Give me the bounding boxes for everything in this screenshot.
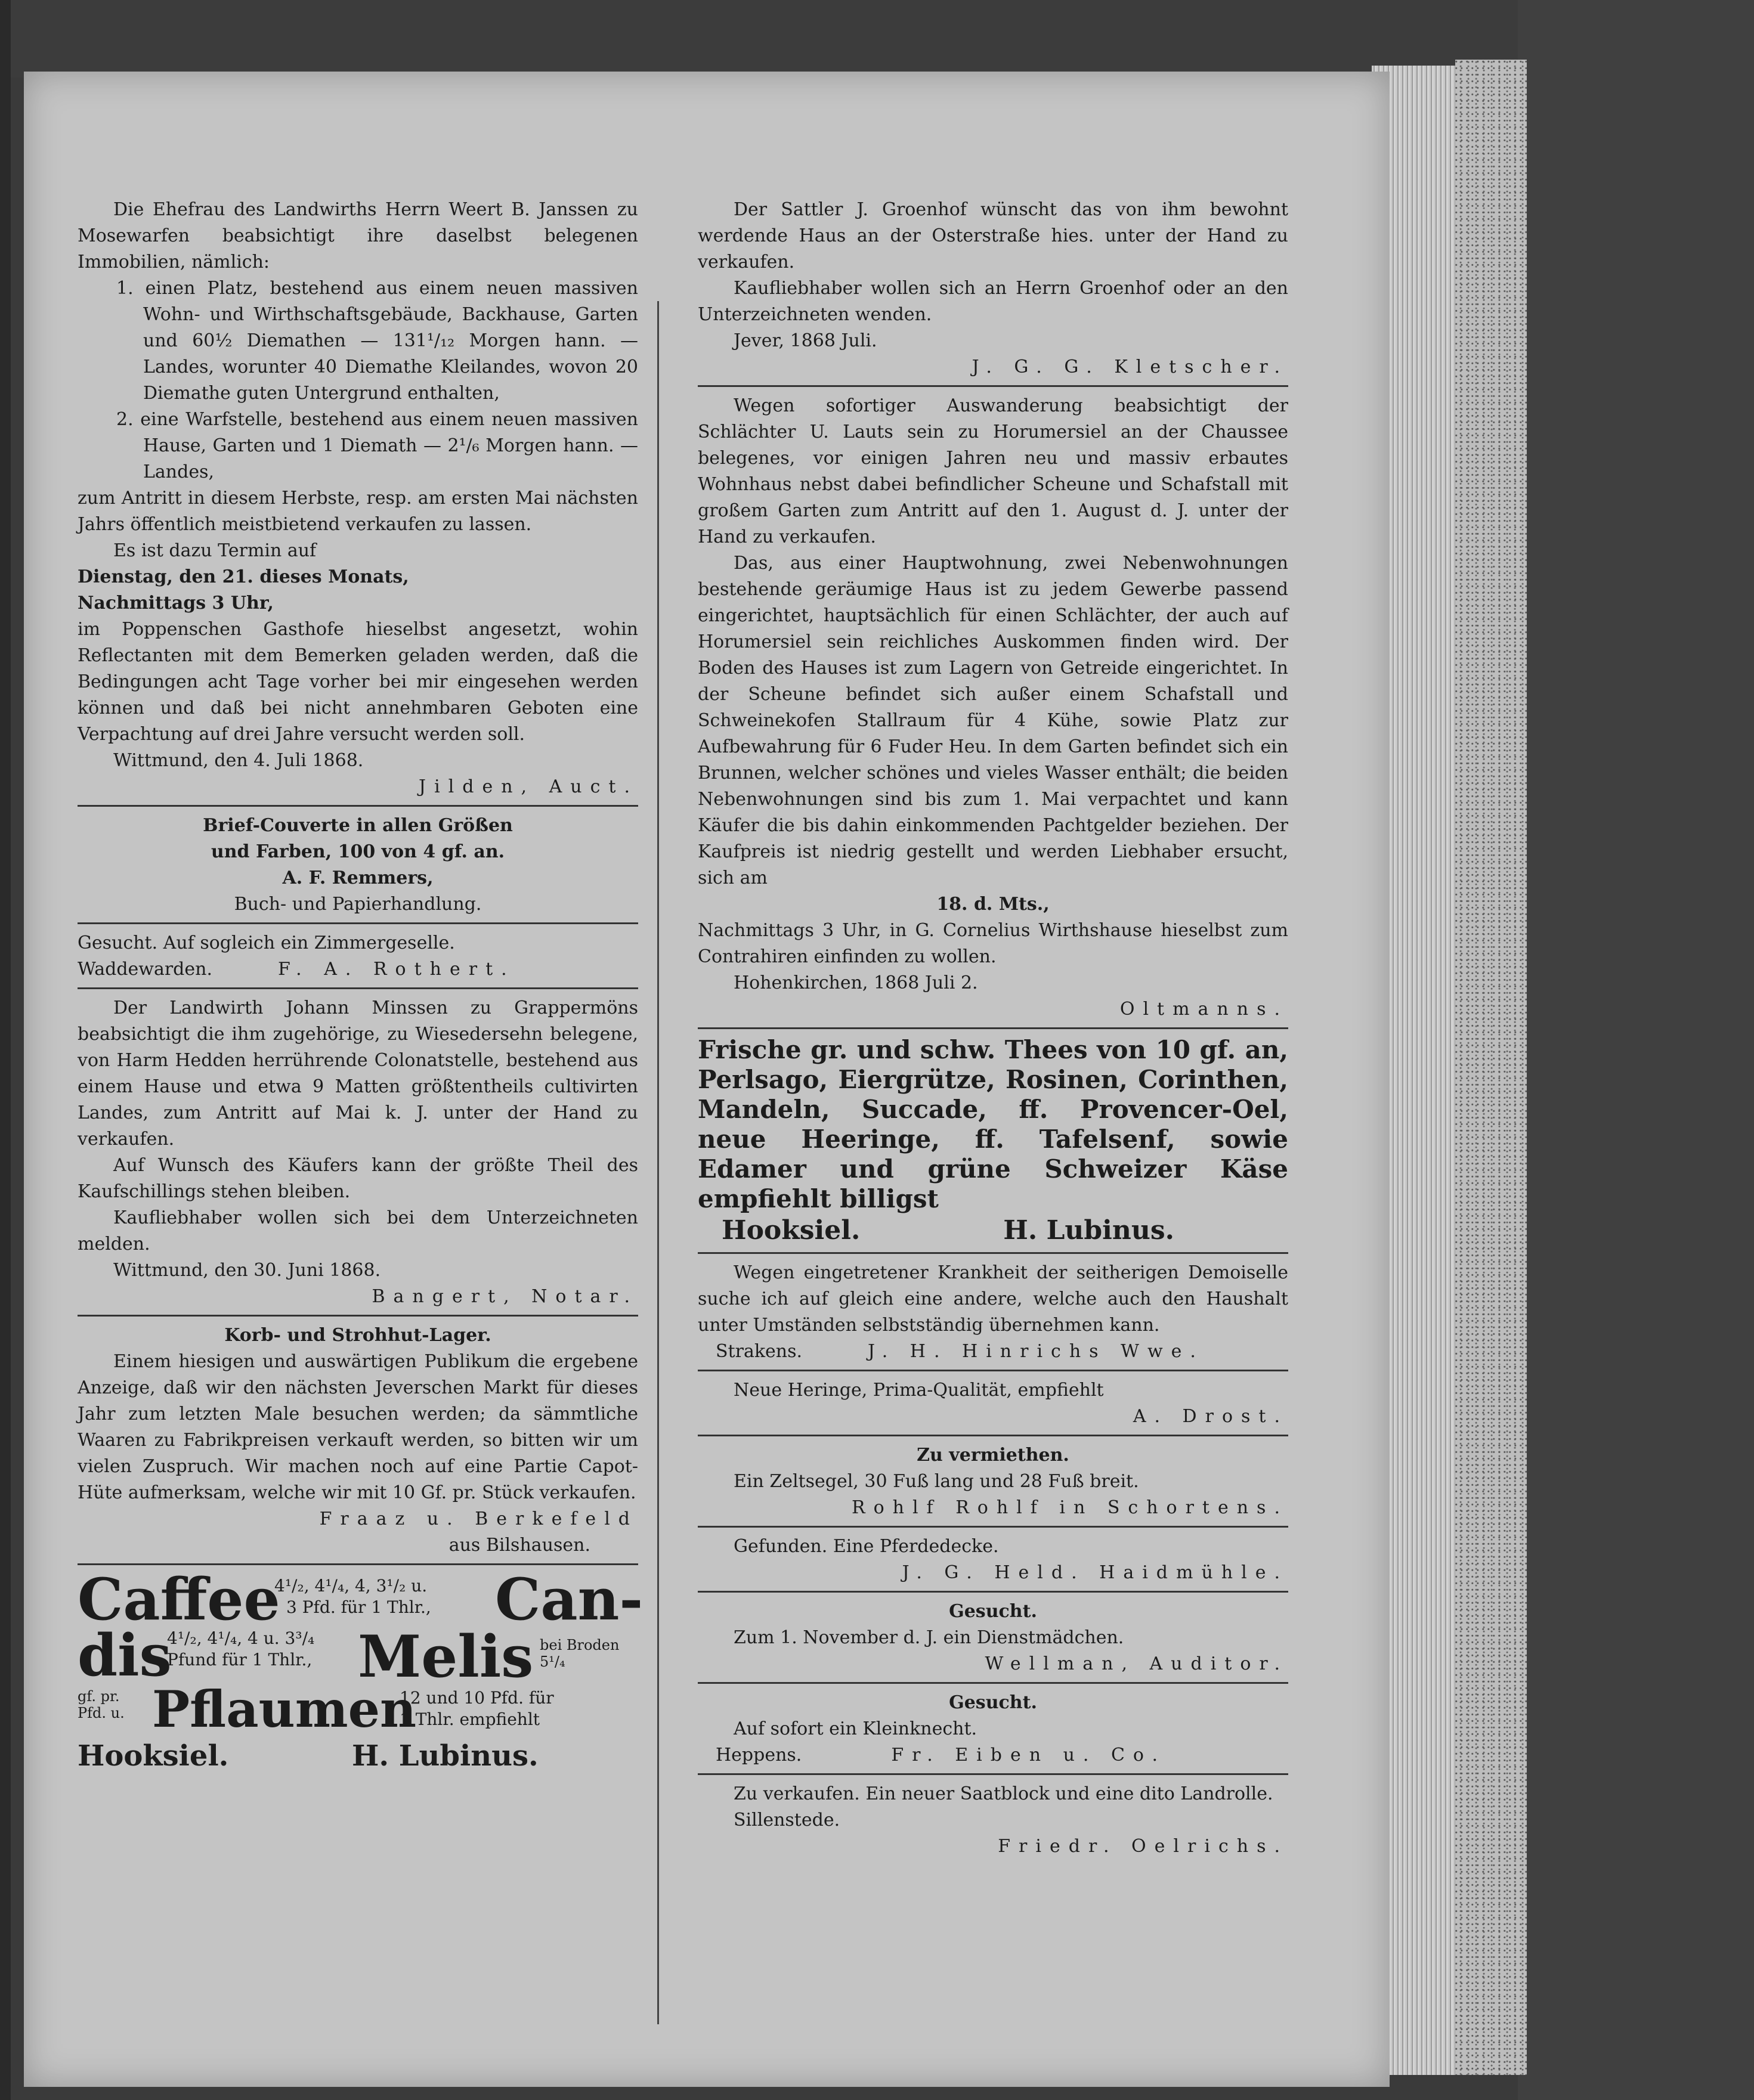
ad-signature: A. Drost. (1133, 1406, 1288, 1427)
ad-item-2: 2. eine Warfstelle, bestehend aus einem neuen massiven Hause, Garten und 1 Diemath — 2¹/₆ Morgen hann. — Landes, (116, 409, 638, 482)
ad-footer (698, 1214, 1288, 1247)
ad-body: Wegen eingetretener Krankheit der seitherigen Demoiselle suche ich auf gleich eine andere, welche auch den Haushalt unter Umständen selbstständig übernehmen kann. (698, 1262, 1288, 1336)
ad-body-2: im Poppenschen Gasthofe hieselbst angesetzt, wohin Reflectanten mit dem Bemerken geladen werden, daß die Bedingungen acht Tage vorher bei mir eingesehen werden können und daß bei nicht annehmbaren Geboten eine Verpachtung auf drei Jahre versucht werden soll. (78, 619, 638, 745)
ad-gesucht-dienstmaedchen (698, 1599, 1288, 1677)
left-column (78, 197, 644, 1786)
ad-signature: Bangert, Notar. (372, 1286, 638, 1307)
separator-rule (698, 1027, 1288, 1029)
separator-rule (78, 1315, 638, 1317)
ad-dis-price-2: Pfund für 1 Thlr., (167, 1650, 313, 1670)
ad-caffee-candis (78, 1566, 644, 1786)
ad-text: Frische gr. und schw. Thees von 10 gf. an, Perlsago, Eiergrütze, Rosinen, Corinthen, Mandeln, Succade, ff. Provencer-Oel, neue Heeringe, ff. Tafelsenf, sowie Edamer und grüne Schweizer Käse empfiehlt billigst (698, 1035, 1288, 1213)
ad-signature: Fraaz u. Berkefeld (319, 1509, 638, 1529)
ad-caffee-price-2: 3 Pfd. für 1 Thlr., (286, 1597, 431, 1617)
ad-signature: J. H. Hinrichs Wwe. (868, 1341, 1204, 1362)
ad-p1: Wegen sofortiger Auswanderung beabsichtigt der Schlächter U. Lauts sein zu Horumersiel an der Chaussee belegenes, vor einigen Jahren neu und massiv erbautes Wohnhaus nebst dabei befindlicher Scheune und Schafstall mit großem Garten zum Antritt auf den 1. August d. J. unter der Hand zu verkaufen. (698, 395, 1288, 547)
separator-rule (698, 1252, 1288, 1254)
ad-date-line-1: Dienstag, den 21. dieses Monats, (78, 566, 409, 587)
ad-title: Gesucht. (949, 1692, 1037, 1713)
ad-title: Gesucht. (949, 1601, 1037, 1622)
ad-name: A. F. Remmers, (282, 868, 434, 888)
ad-place: Strakens. (716, 1341, 803, 1362)
separator-rule (78, 1563, 638, 1565)
ad-immobilien-janssen (78, 197, 638, 800)
ad-signature: Friedr. Oelrichs. (998, 1836, 1288, 1857)
separator-rule (698, 1435, 1288, 1436)
ad-p2: Auf Wunsch des Käufers kann der größte Theil des Kaufschillings stehen bleiben. (78, 1155, 638, 1202)
ad-date: 18. d. Mts., (936, 894, 1050, 915)
ad-gesucht-kleinknecht (698, 1690, 1288, 1768)
ad-headline-2: und Farben, 100 von 4 gf. an. (211, 841, 505, 862)
ad-body: Der Sattler J. Groenhof wünscht das von ihm bewohnt werdende Haus an der Osterstraße hies. unter der Hand zu verkaufen. (698, 199, 1288, 272)
ad-text: Gesucht. Auf sogleich ein Zimmergeselle. (78, 933, 455, 953)
ad-sattler-groenhof (698, 197, 1288, 380)
ad-title: Korb- und Strohhut-Lager. (224, 1325, 491, 1346)
ad-place: Jever, 1868 Juli. (734, 330, 877, 351)
right-column (698, 197, 1288, 1860)
separator-rule (698, 1526, 1288, 1528)
ad-item-1: 1. einen Platz, bestehend aus einem neuen massiven Wohn- und Wirthschaftsgebäude, Backhause, Garten und 60½ Diemathen — 131¹/₁₂ Morgen hann. — Landes, worunter 40 Diemathe Kleilandes, wovon 20 Diemathe guten Untergrund enthalten, (116, 278, 638, 404)
ad-demoiselle-hinrichs (698, 1260, 1288, 1365)
separator-rule (698, 385, 1288, 387)
ad-auswanderung-lauts (698, 393, 1288, 1023)
separator-rule (698, 1370, 1288, 1371)
ad-body-2: Kaufliebhaber wollen sich an Herrn Groenhof oder an den Unterzeichneten wenden. (698, 278, 1288, 325)
ad-brief-couverte (78, 813, 638, 918)
ad-gefunden (698, 1534, 1288, 1586)
ad-p3: Kaufliebhaber wollen sich bei dem Unterzeichneten melden. (78, 1207, 638, 1255)
ad-place: Heppens. (716, 1745, 802, 1766)
ad-from: aus Bilshausen. (448, 1535, 590, 1556)
ad-place: Wittmund, den 30. Juni 1868. (113, 1260, 381, 1281)
ad-place: Wittmund, den 4. Juli 1868. (113, 750, 364, 771)
ad-word-melis: Melis (358, 1623, 534, 1690)
ad-melis-price: bei Broden 5¹/₄ (540, 1637, 620, 1670)
ad-sub: Buch- und Papierhandlung. (234, 894, 482, 915)
ad-text: Neue Heringe, Prima-Qualität, empfiehlt (734, 1380, 1104, 1401)
ad-word-pflaumen: Pflaumen (152, 1680, 417, 1739)
ad-signature: H. Lubinus. (1003, 1215, 1174, 1246)
ad-termin: Es ist dazu Termin auf (113, 540, 317, 561)
ad-word-can: Can- (495, 1566, 644, 1633)
ad-text: Auf sofort ein Kleinknecht. (734, 1718, 977, 1739)
ad-thees-lubinus (698, 1035, 1288, 1247)
ad-dis-price: 4¹/₂, 4¹/₄, 4 u. 3³/₄ (167, 1628, 315, 1648)
ad-body: Einem hiesigen und auswärtigen Publikum die ergebene Anzeige, daß wir den nächsten Jeverschen Markt für dieses Jahr zum letzten Male besuchen werden; da sämmtliche Waaren zu Fabrikpreisen verkauft werden, so bitten wir um vielen Zuspruch. Wir machen noch auf eine Partie Capot-Hüte aufmerksam, welche wir mit 10 Gf. pr. Stück verkaufen. (78, 1351, 638, 1503)
ad-word-caffee: Caffee (78, 1566, 280, 1633)
ad-body: zum Antritt in diesem Herbste, resp. am ersten Mai nächsten Jahrs öffentlich meistbietend verkaufen zu lassen. (78, 488, 638, 535)
ad-place: Sillenstede. (734, 1810, 840, 1830)
ad-headline-1: Brief-Couverte in allen Größen (203, 815, 513, 836)
separator-rule (698, 1773, 1288, 1775)
ad-text: Ein Zeltsegel, 30 Fuß lang und 28 Fuß breit. (734, 1471, 1139, 1492)
ad-intro: Die Ehefrau des Landwirths Herrn Weert B. Janssen zu Mosewarfen beabsichtigt ihre daselbst belegenen Immobilien, nämlich: (78, 199, 638, 272)
ad-place: Hohenkirchen, 1868 Juli 2. (734, 972, 978, 993)
ad-signature: J. G. G. Kletscher. (972, 357, 1288, 377)
ad-gesucht-zimmergeselle (78, 930, 638, 983)
ad-word-dis: dis (78, 1622, 172, 1689)
newspaper-page (24, 72, 1390, 2087)
ad-colonatstelle-minssen (78, 995, 638, 1310)
ad-footer (698, 1339, 1288, 1365)
ad-footer (698, 1742, 1288, 1768)
ad-signature: H. Lubinus. (352, 1739, 539, 1773)
ad-zu-verkaufen (698, 1781, 1288, 1860)
ad-zu-vermiethen (698, 1442, 1288, 1521)
separator-rule (698, 1682, 1288, 1684)
ad-signature: J. G. Held. Haidmühle. (902, 1562, 1288, 1583)
ad-title: Zu vermiethen. (917, 1445, 1069, 1466)
ad-p3: Nachmittags 3 Uhr, in G. Cornelius Wirthshause hieselbst zum Contrahiren einfinden zu wollen. (698, 920, 1288, 967)
ad-text: Zum 1. November d. J. ein Dienstmädchen. (734, 1627, 1124, 1648)
background-right (1518, 0, 1754, 2100)
ad-signature: F. A. Rothert. (278, 959, 515, 980)
separator-rule (698, 1591, 1288, 1593)
ad-place: Waddewarden. F. A. Rothert. (78, 959, 515, 980)
separator-rule (78, 805, 638, 807)
ad-gf-label: gf. pr. Pfd. u. (78, 1688, 125, 1721)
ad-pflaumen-price: 12 und 10 Pfd. für (400, 1688, 554, 1708)
ad-neue-heringe (698, 1377, 1288, 1430)
ad-signature: Rohlf Rohlf in Schortens. (851, 1497, 1288, 1518)
ad-place: Hooksiel. (722, 1215, 861, 1246)
ad-signature: Jilden, Auct. (419, 776, 638, 797)
ad-p1: Der Landwirth Johann Minssen zu Grappermöns beabsichtigt die ihm zugehörige, zu Wiesedersehn belegene, von Harm Hedden herrührende Colonatstelle, bestehend aus einem Hause und etwa 9 Matten größtentheils cultivirten Landes, zum Antritt auf Mai k. J. unter der Hand zu verkaufen. (78, 998, 638, 1150)
column-divider (657, 301, 659, 2024)
ad-date-line-2: Nachmittags 3 Uhr, (78, 593, 274, 614)
ad-p2: Das, aus einer Hauptwohnung, zwei Nebenwohnungen bestehende geräumige Haus ist zu jedem Gewerbe passend eingerichtet, hauptsächlich für einen Schlächter, der auch auf Horumersiel sein reichliches Auskommen finden wird. Der Boden des Hauses ist zum Lagern von Getreide eingerichtet. In der Scheune befindet sich außer einem Schafstall und Schweinekofen Stallraum für 4 Kühe, sowie Platz zur Aufbewahrung für 6 Fuder Heu. In dem Garten befindet sich ein Brunnen, welcher schönes und vieles Wasser enthält; die beiden Nebenwohnungen sind bis zum 1. Mai verpachtet und kann Käufer die bis dahin einkommenden Pachtgelder beziehen. Der Kaufpreis ist niedrig gestellt und werden Liebhaber ersucht, sich am (698, 553, 1288, 888)
ad-text: Zu verkaufen. Ein neuer Saatblock und eine dito Landrolle. (734, 1783, 1273, 1804)
background-left (0, 0, 11, 2100)
ad-signature: Fr. Eiben u. Co. (891, 1745, 1167, 1766)
separator-rule (78, 922, 638, 924)
ad-place: Hooksiel. (78, 1739, 229, 1773)
separator-rule (78, 987, 638, 989)
ad-signature: Oltmanns. (1119, 999, 1288, 1020)
ad-pflaumen-price-2: 1 Thlr. empfiehlt (400, 1709, 540, 1729)
book-edge-speckle (1455, 60, 1527, 2075)
ad-signature: Wellman, Auditor. (985, 1653, 1288, 1674)
ad-caffee-price: 4¹/₂, 4¹/₄, 4, 3¹/₂ u. (274, 1576, 428, 1596)
ad-text: Gefunden. Eine Pferdedecke. (734, 1536, 999, 1557)
ad-korb-strohhut (78, 1322, 638, 1559)
